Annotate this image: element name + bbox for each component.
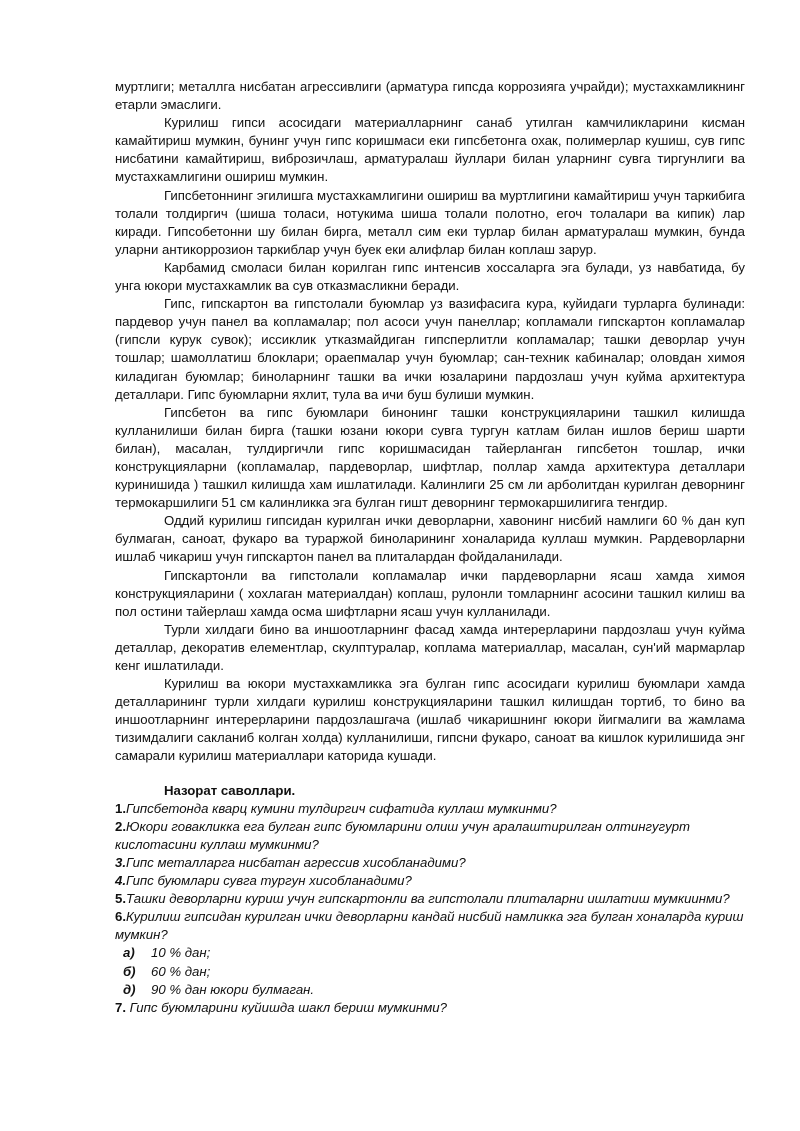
question-number: 1. — [115, 800, 126, 816]
paragraph: Курилиш гипси асосидаги материалларнинг санаб утилган камчиликларини кисман камайтириш мумкин, бунинг учун гипс коришмаси еки гипсбетонга охак, полимерлар кушиш, сув гипс нисбатини камайтириш, виброзичлаш, арматуралаш йуллари билан уларнинг сувга тиргунлиги ва мустахкамлигини ошириш мумкин. — [115, 115, 745, 185]
question-text: Гипс буюмларини куйишда шакл бериш мумкинми? — [126, 999, 447, 1015]
paragraph: Оддий курилиш гипсидан курилган ички деворларни, хавонинг нисбий намлиги 60 % дан куп булмаган, саноат, фукаро ва тураржой биноларининг хоналарида куллаш мумкин. Рардеворларни ишлаб чикариш учун гипскартон панел ва плиталардан фойдаланилади. — [115, 513, 745, 565]
option-text: 90 % дан юкори булмаган. — [151, 981, 315, 997]
question-text: Гипсбетонда кварц кумини тулдиргич сифатида куллаш мумкинми? — [126, 800, 557, 816]
question-text: Гипс буюмлари сувга тургун хисобланадими? — [126, 873, 412, 889]
paragraph: Турли хилдаги бино ва иншоотларнинг фасад хамда интерерларини пардозлаш учун куйма деталлар, декоратив елементлар, скулптуралар, коплама материаллар, масалан, сун'ий мармарлар кенг ишлатилади. — [115, 621, 745, 673]
document-page — [115, 78, 745, 1017]
option-text: 60 % дан; — [151, 963, 211, 979]
question-4 — [115, 872, 745, 890]
question-6 — [115, 908, 745, 944]
paragraph: Курилиш ва юкори мустахкамликка эга булган гипс асосидаги курилиш буюмлари хамда деталларининг турли хилдаги курилиш конструкцияларини ташкил килишдан тортиб, то бино ва иншоотларнинг интерерларини пардозлашгача (ишлаб чикаришнинг юкори йигмалиги ва жамлама тизимдалиги сакланиб колган холда) кулланилиши, гипсни фукаро, саноат ва кишлок курилишида энг самарали курилиш материаллари каторида кушади. — [115, 676, 745, 764]
option-letter: д) — [123, 981, 136, 997]
question-number: 2. — [115, 818, 126, 834]
answer-option — [123, 963, 745, 981]
question-2 — [115, 818, 745, 854]
answer-option — [123, 944, 745, 962]
paragraph: Гипсбетоннинг эгилишга мустахкамлигини ошириш ва муртлигини камайтириш учун таркибига толали толдиргич (шиша толаси, нотукима шиша толали полотно, егоч толалари ва кипик) лар киради. Гипсобетонни шу билан бирга, металл сим еки турлар билан арматуралаш мумкин, бунда уларни антикоррозион таркиблар учун буек еки алифлар билан коплаш зарур. — [115, 187, 745, 257]
question-1 — [115, 800, 745, 818]
answer-options — [115, 944, 745, 998]
question-number: 7. — [115, 999, 126, 1015]
question-number: 5. — [115, 891, 126, 907]
answer-option — [123, 981, 745, 999]
paragraph: Карбамид смоласи билан корилган гипс интенсив хоссаларга эга булади, уз навбатида, бу унга юкори мустахкамлик ва сув отказмасликни беради. — [115, 259, 745, 294]
option-letter: а) — [123, 945, 135, 961]
section-heading: Назорат саволлари. — [164, 782, 296, 798]
question-text: Юкори говакликка ега булган гипс буюмларини олиш учун аралаштирилган олтингугурт кислотасини куллаш мумкинми? — [115, 818, 691, 852]
paragraph: Гипскартонли ва гипстолали копламалар ички пардеворларни ясаш хамда химоя конструкцияларини ( хохлаган материалдан) коплаш, рулонли томларнинг асосини ташкил килиш ва пол остини тайерлаш хамда осма шифтларни ясаш учун кулланилади. — [115, 567, 745, 619]
question-text: Ташки деворларни куриш учун гипскартонли ва гипстолали плиталарни ишлатиш мумкиинми? — [126, 891, 730, 907]
question-text: Гипс металларга нисбатан агрессив хисобланадими? — [126, 854, 466, 870]
question-5 — [115, 890, 745, 908]
question-number: 4. — [115, 873, 126, 889]
option-letter: б) — [123, 963, 136, 979]
question-3 — [115, 854, 745, 872]
paragraph: муртлиги; металлга нисбатан агрессивлиги (арматура гипсда коррозияга учрайди); мустахкамликнинг етарли эмаслиги. — [115, 79, 745, 113]
paragraph: Гипсбетон ва гипс буюмлари бинонинг ташки конструкцияларини ташкил килишда кулланилиши билан бирга (ташки юзани юкори сувга тургун катлам билан ишлов бериш шарти билан), масалан, тулдиргичли гипс коришмасидан тайерланган гипсбетон тошлар, ички конструкцияларни (копламалар, пардеворлар, шифтлар, поллар хамда архитектура деталлари куринишида ) ташкил килишда хам ишлатилади. Калинлиги 25 см ли арболитдан курилган деворнинг термокаршилиги 51 см калинликка эга булган гишт деворнинг термокаршилигига тенгдир. — [115, 404, 745, 511]
question-number: 3. — [115, 854, 126, 870]
question-number: 6. — [115, 909, 126, 925]
question-7 — [115, 999, 745, 1017]
question-text: Курилиш гипсидан курилган ички деворларни кандай нисбий намликка эга булган хоналарда куриш мумкин? — [115, 909, 744, 943]
paragraph: Гипс, гипскартон ва гипстолали буюмлар уз вазифасига кура, куйидаги турларга булинади: пардевор учун панел ва копламалар; пол асоси учун панеллар; копламали гипскартон копламалар (гипсли курук сувок); иссиклик утказмайдиган гипсперлитли копламалар; ташки деворлар учун тошлар; шамоллатиш блоклари; ораепмалар учун буюмлар; сан-техник кабиналар; оловдан химоя киладиган буюмлар; биноларнинг ташки ва ички юзаларини пардозлаш учун куйма архитектура деталлари. Гипс буюмларни яхлит, тула ва ичи буш булиши мумкин. — [115, 296, 745, 402]
option-text: 10 % дан; — [151, 945, 211, 961]
